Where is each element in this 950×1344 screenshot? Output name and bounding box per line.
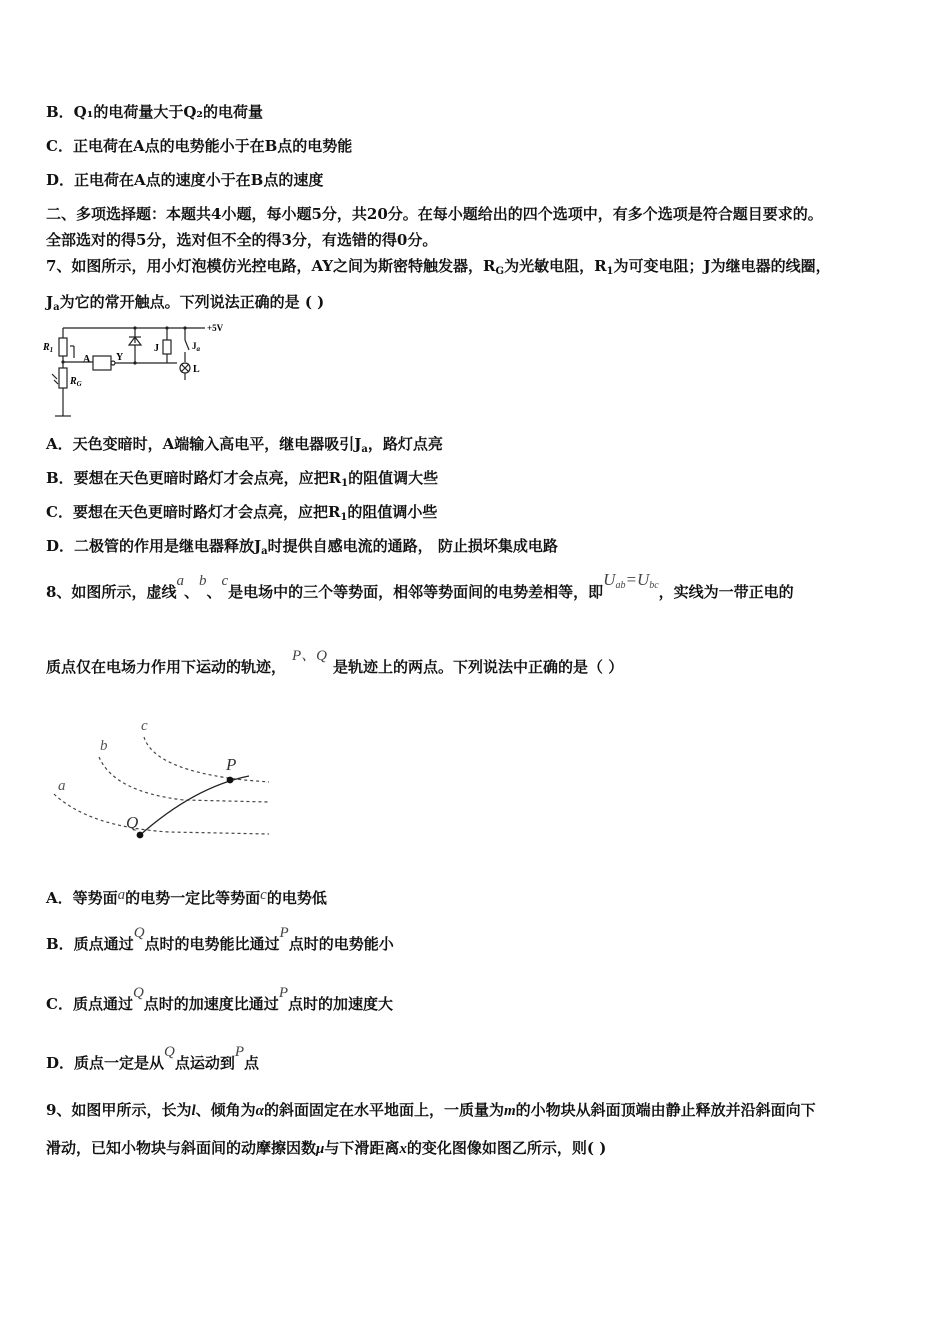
q6-option-b: B．Q₁的电荷量大于Q₂的电荷量 [46,103,263,121]
curve-c-label: c [141,718,148,734]
q9-stem-line1: 9、如图甲所示，长为l、倾角为α的斜面固定在水平地面上，一质量为m的小物块从斜面顶端由静止释放并沿斜面向下 [46,1101,816,1119]
point-p-label: P [226,755,237,774]
lamp-l-label: L [193,364,200,375]
curve-b-label: b [100,738,108,754]
q8-stem-line1: 8、如图所示，虚线a、b、c是电场中的三个等势面，相邻等势面间的电势差相等，即$U_{ab}=U_{bc}$，实线为一带正电的 [46,570,794,601]
point-q-label: Q [126,813,139,832]
q8-option-b: B．质点通过Q点时的电势能比通过P点时的电势能小 [46,925,394,953]
relay-j-label: J [154,343,159,354]
q9-stem-line2: 滑动，已知小物块与斜面间的动摩擦因数μ与下滑距离x的变化图像如图乙所示，则( ) [46,1139,607,1157]
trigger-y-label: Y [116,352,124,363]
supply-label: +5V [207,323,224,333]
svg-text:RG: $R_G$ [70,376,82,388]
q8-field-diagram [44,712,274,846]
r1-label: R [43,342,50,353]
q7-option-c: C．要想在天色更暗时路灯才会点亮，应把$R_1$的阻值调小些 [46,503,438,523]
contact-ja-label: J [192,341,197,351]
q7-circuit-diagram [40,318,240,422]
section2-heading-line2: 全部选对的得5分，选对但不全的得3分，有选错的得0分。 [46,231,438,249]
q8-option-d: D．质点一定是从Q点运动到P点 [46,1044,260,1072]
q8-option-a: A．等势面a的电势一定比等势面c的电势低 [46,887,327,907]
q6-option-c: C．正电荷在A点的电势能小于在B点的电势能 [46,137,353,155]
q7-option-d: D．二极管的作用是继电器释放$J_a$时提供自感电流的通路， 防止损坏集成电路 [46,537,558,557]
trigger-a-label: A [83,354,91,365]
q6-option-d: D．正电荷在A点的速度小于在B点的速度 [46,171,324,189]
q7-stem-line2: $J_a$为它的常开触点。下列说法正确的是 ( ) [46,293,325,313]
svg-text:Ja: $J_a$ [192,341,200,353]
curve-a-label: a [58,778,66,794]
q8-option-c: C．质点通过Q点时的加速度比通过P点时的加速度大 [46,985,393,1013]
q7-option-a: A．天色变暗时，A端输入高电平，继电器吸引$J_a$，路灯点亮 [46,435,443,455]
section2-heading-line1: 二、多项选择题：本题共4小题，每小题5分，共20分。在每小题给出的四个选项中，有多个选项是符合题目要求的。 [46,205,823,223]
svg-text:R1: $R_1$ [43,342,54,354]
q8-stem-line2: 质点仅在电场力作用下运动的轨迹，P、Q是轨迹上的两点。下列说法中正确的是（ ） [46,648,624,676]
q7-stem-line1: 7、如图所示，用小灯泡模仿光控电路，AY之间为斯密特触发器，$R_G$为光敏电阻，$R_1$为可变电阻；J为继电器的线圈， [46,257,831,277]
q7-option-b: B．要想在天色更暗时路灯才会点亮，应把$R_1$的阻值调大些 [46,469,439,489]
rg-label: R [70,376,77,387]
